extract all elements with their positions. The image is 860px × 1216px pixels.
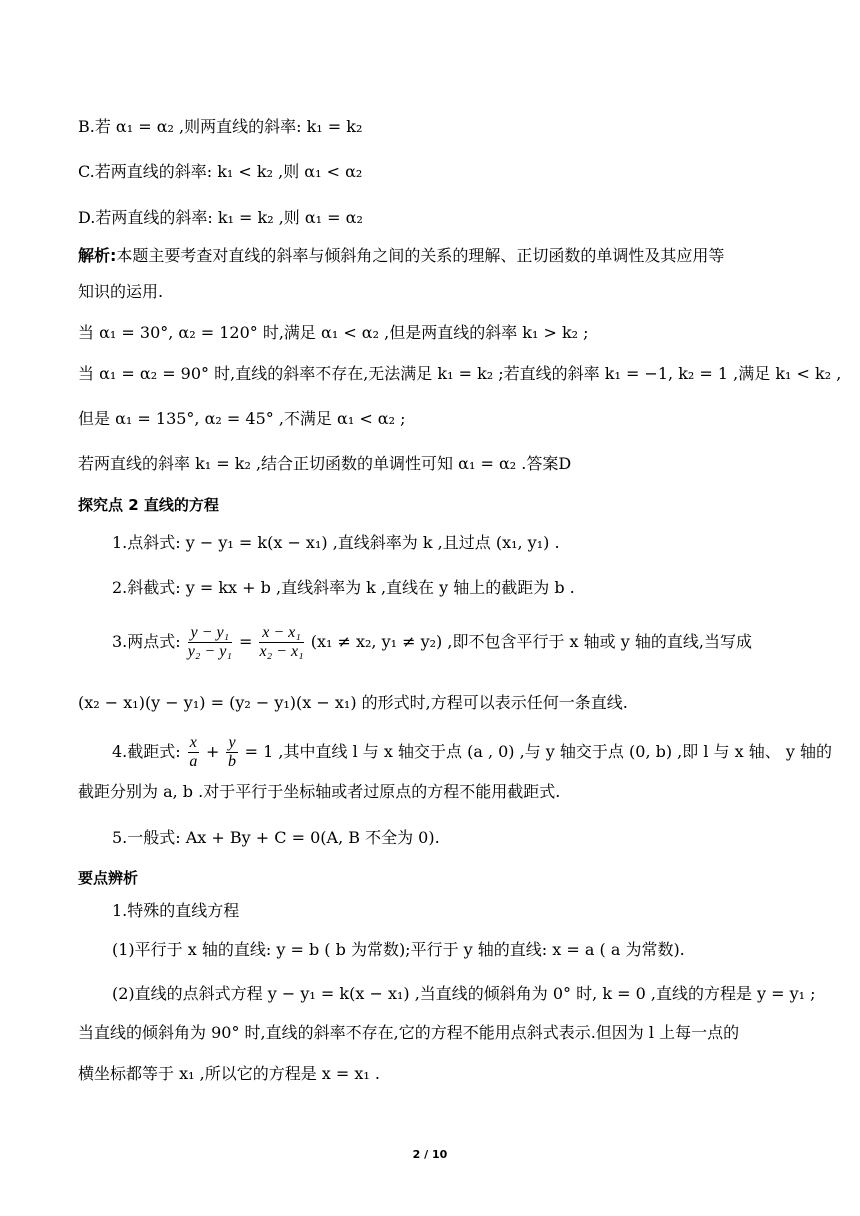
equation-intercept-continued: 截距分别为 a, b .对于平行于坐标轴或者过原点的方程不能用截距式.	[78, 782, 561, 801]
key-point-1-2-line-3: 横坐标都等于 x₁ ,所以它的方程是 x = x₁ .	[78, 1064, 380, 1083]
section-heading-key-points: 要点辨析	[78, 869, 139, 887]
analysis-label: 解析:	[78, 246, 117, 265]
intercept-fraction-y	[226, 734, 237, 771]
two-point-label: 3.两点式:	[112, 632, 181, 651]
fraction-denominator: y₂ − y₁	[187, 643, 232, 660]
fraction-denominator: b	[228, 753, 237, 770]
equation-slope-intercept: 2.斜截式: y = kx + b ,直线斜率为 k ,直线在 y 轴上的截距为 b .	[112, 578, 575, 597]
key-point-1: 1.特殊的直线方程	[112, 901, 240, 920]
case-line-3: 但是 α₁ = 135°, α₂ = 45° ,不满足 α₁ < α₂ ;	[78, 409, 406, 428]
case-line-2: 当 α₁ = α₂ = 90° 时,直线的斜率不存在,无法满足 k₁ = k₂ ;若直线的斜率 k₁ = −1, k₂ = 1 ,满足 k₁ < k₂ ,	[78, 364, 842, 383]
equation-intercept	[112, 732, 832, 772]
fraction-numerator: x	[189, 734, 197, 751]
key-point-1-2: (2)直线的点斜式方程 y − y₁ = k(x − x₁) ,当直线的倾斜角为 0° 时, k = 0 ,直线的方程是 y = y₁ ;	[112, 984, 816, 1003]
case-line-1: 当 α₁ = 30°, α₂ = 120° 时,满足 α₁ < α₂ ,但是两直线的斜率 k₁ > k₂ ;	[78, 323, 589, 342]
fraction-numerator: y − y₁	[188, 624, 232, 643]
two-point-fraction-x	[259, 624, 303, 661]
option-b: B.若 α₁ = α₂ ,则两直线的斜率: k₁ = k₂	[78, 117, 363, 136]
fraction-denominator: a	[189, 753, 198, 770]
equation-two-point	[112, 622, 790, 662]
intercept-fraction-x	[188, 734, 199, 771]
fraction-denominator: x₂ − x₁	[259, 643, 304, 660]
option-d: D.若两直线的斜率: k₁ = k₂ ,则 α₁ = α₂	[78, 208, 363, 227]
key-point-1-1: (1)平行于 x 轴的直线: y = b ( b 为常数);平行于 y 轴的直线: x = a ( a 为常数).	[112, 940, 685, 959]
fraction-numerator: x − x₁	[259, 624, 303, 643]
case-line-4: 若两直线的斜率 k₁ = k₂ ,结合正切函数的单调性可知 α₁ = α₂ .答案D	[78, 454, 572, 473]
equation-general: 5.一般式: Ax + By + C = 0(A, B 不全为 0).	[112, 828, 440, 847]
key-point-1-2-line-2: 当直线的倾斜角为 90° 时,直线的斜率不存在,它的方程不能用点斜式表示.但因为 l 上每一点的	[78, 1023, 740, 1042]
two-point-fraction-y	[188, 624, 232, 661]
analysis-text-2: 知识的运用.	[78, 282, 164, 301]
two-point-condition: (x₁ ≠ x₂, y₁ ≠ y₂) ,即不包含平行于 x 轴或 y 轴的直线,当写成	[310, 632, 752, 651]
plus-sign: +	[205, 742, 220, 761]
intercept-label: 4.截距式:	[112, 742, 181, 761]
intercept-description: = 1 ,其中直线 l 与 x 轴交于点 (a , 0) ,与 y 轴交于点 (0, b) ,即 l 与 x 轴、 y 轴的	[244, 742, 832, 761]
equation-point-slope: 1.点斜式: y − y₁ = k(x − x₁) ,直线斜率为 k ,且过点 (x₁, y₁) .	[112, 533, 560, 552]
analysis-text-1: 本题主要考查对直线的斜率与倾斜角之间的关系的理解、正切函数的单调性及其应用等	[116, 246, 725, 265]
equals-sign: =	[238, 632, 253, 651]
section-heading-explore-2: 探究点 2 直线的方程	[78, 496, 219, 514]
page-number: 2 / 10	[412, 1148, 448, 1161]
option-c: C.若两直线的斜率: k₁ < k₂ ,则 α₁ < α₂	[78, 162, 363, 181]
analysis-paragraph-line-1	[78, 244, 790, 268]
fraction-numerator: y	[228, 734, 236, 751]
equation-two-point-continued: (x₂ − x₁)(y − y₁) = (y₂ − y₁)(x − x₁) 的形式时,方程可以表示任何一条直线.	[78, 693, 628, 712]
